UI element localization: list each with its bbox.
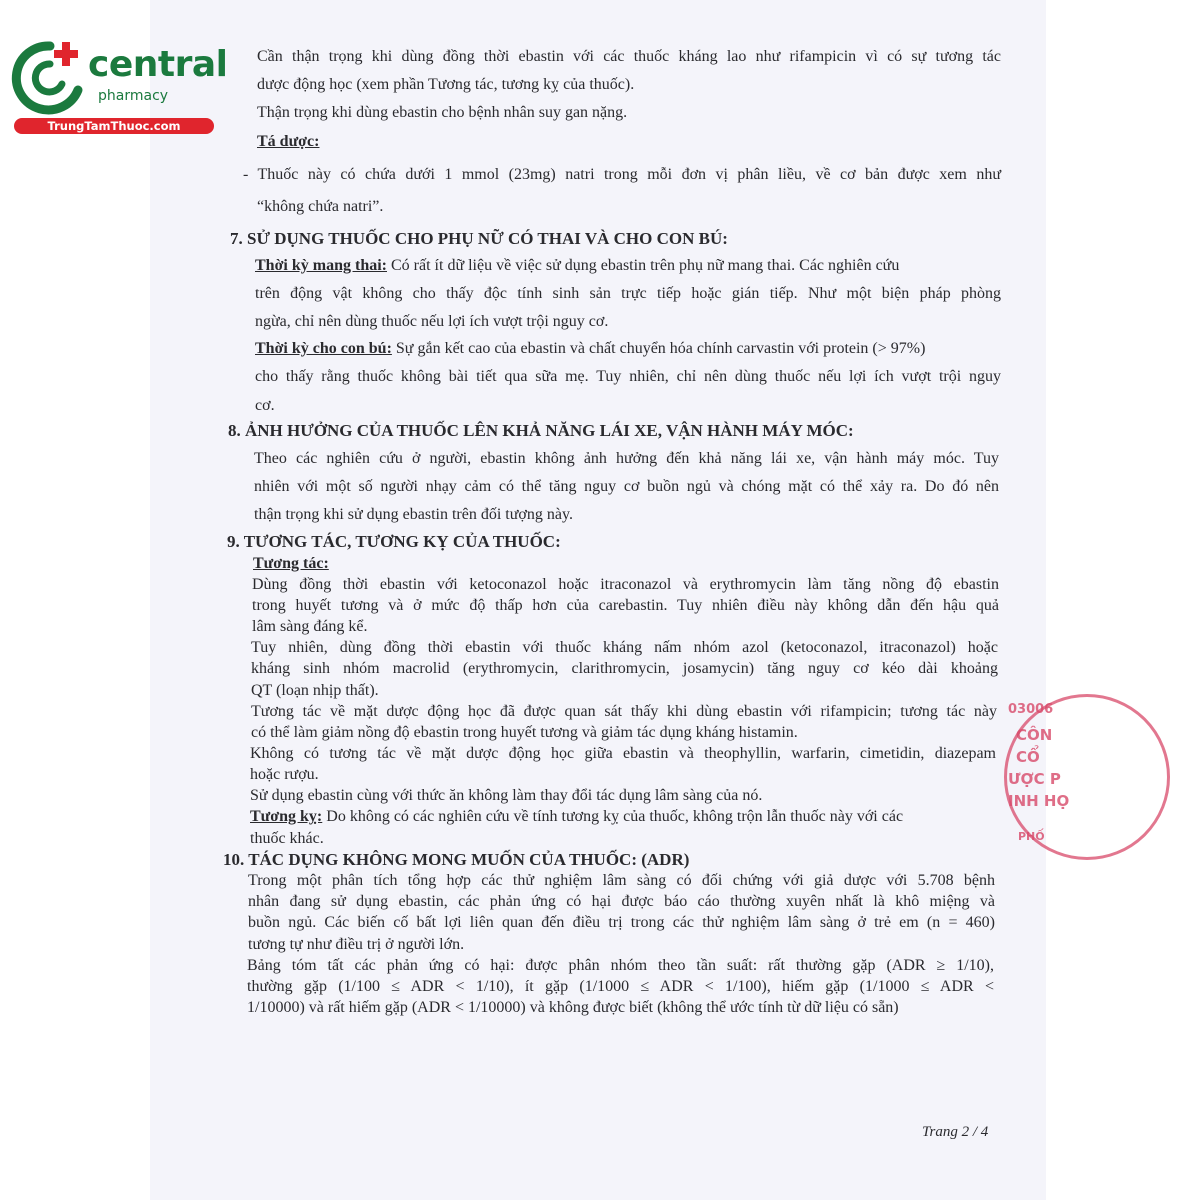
central-pharmacy-logo[interactable] (10, 38, 228, 138)
paragraph-line: buồn ngủ. Các biến cố bất lợi liên quan đến điều trị trong các thử nghiệm lâm sàng ở trẻ em (n = 460) (248, 914, 995, 931)
stamp-text: CÔN (1016, 726, 1053, 744)
paragraph-line: Sử dụng ebastin cùng với thức ăn không làm thay đổi tác dụng lâm sàng của nó. (250, 787, 763, 804)
subheading-excipients: Tá dược: (257, 133, 320, 150)
stamp-text: CỔ (1016, 748, 1040, 766)
paragraph-line: QT (loạn nhịp thất). (251, 682, 379, 699)
logo-name: central (88, 44, 228, 85)
stamp-text: INH HỌ (1008, 792, 1070, 810)
paragraph-line: Dùng đồng thời ebastin với ketoconazol hoặc itraconazol và erythromycin làm tăng nồng độ ebastin (252, 576, 999, 593)
stamp-text: PHỐ (1018, 830, 1045, 843)
stamp-text: ƯỢC P (1008, 770, 1061, 788)
paragraph-line: trong huyết tương và ở mức độ thấp hơn của carebastin. Tuy nhiên điều này không dẫn đến hậu quả (252, 597, 999, 614)
paragraph-line: trên động vật không cho thấy độc tính sinh sản trực tiếp hoặc gián tiếp. Như một biện pháp phòng (255, 285, 1001, 302)
subheading-pregnancy-line (255, 256, 899, 276)
paragraph-text: Do không có các nghiên cứu về tính tương kỵ của thuốc, không trộn lẫn thuốc này với các (322, 808, 904, 825)
subheading-breastfeeding-line (255, 339, 925, 359)
logo-url-badge[interactable]: TrungTamThuoc.com (14, 118, 214, 134)
paragraph-line: cho thấy rằng thuốc không bài tiết qua sữa mẹ. Tuy nhiên, chỉ nên dùng thuốc nếu lợi ích vượt trội nguy (255, 368, 1001, 385)
subheading-pregnancy: Thời kỳ mang thai: (255, 257, 387, 274)
paragraph-line: Cần thận trọng khi dùng đồng thời ebastin với các thuốc kháng lao như rifampicin vì có sự tương tác (257, 48, 1001, 65)
company-seal-stamp (1004, 694, 1070, 860)
subheading-incompatibilities: Tương kỵ: (250, 808, 323, 825)
paragraph-line: thường gặp (1/100 ≤ ADR < 1/10), ít gặp (1/1000 ≤ ADR < 1/100), hiếm gặp (1/1000 ≤ ADR < (247, 978, 994, 995)
section-heading-8: 8. ẢNH HƯỞNG CỦA THUỐC LÊN KHẢ NĂNG LÁI XE, VẬN HÀNH MÁY MÓC: (228, 421, 854, 440)
paragraph-line: 1/10000) và rất hiếm gặp (ADR < 1/10000) và không được biết (không thể ước tính từ dữ liệu có sẵn) (247, 999, 899, 1016)
paragraph-line: “không chứa natri”. (257, 198, 384, 215)
paragraph-line: Bảng tóm tất các phản ứng có hại: được phân nhóm theo tần suất: rất thường gặp (ADR ≥ 1/10), (247, 957, 994, 974)
paragraph-line: Tương tác về mặt dược động học đã được quan sát thấy khi dùng ebastin với rifampicin; tương tác này (251, 703, 997, 720)
paragraph-line: hoặc rượu. (250, 766, 319, 783)
subheading-breastfeeding: Thời kỳ cho con bú: (255, 340, 392, 357)
paragraph-line: dược động học (xem phần Tương tác, tương kỵ của thuốc). (257, 76, 635, 93)
paragraph-line: Thận trọng khi dùng ebastin cho bệnh nhân suy gan nặng. (257, 104, 628, 121)
paragraph-line: cơ. (255, 397, 275, 414)
page-number: Trang 2 / 4 (922, 1124, 989, 1140)
paragraph-text: Sự gắn kết cao của ebastin và chất chuyển hóa chính carvastin với protein (> 97%) (391, 340, 926, 357)
paragraph-line: kháng sinh nhóm macrolid (erythromycin, clarithromycin, josamycin) tăng nguy cơ kéo dài khoảng (251, 660, 998, 677)
paragraph-line: Tuy nhiên, dùng đồng thời ebastin với thuốc kháng nấm nhóm azol (ketoconazol, itraconazol) hoặc (251, 639, 998, 656)
paragraph-line: thận trọng khi sử dụng ebastin trên đối tượng này. (254, 506, 573, 523)
paragraph-line: lâm sàng đáng kể. (252, 618, 368, 635)
paragraph-text: Có rất ít dữ liệu về việc sử dụng ebastin trên phụ nữ mang thai. Các nghiên cứu (387, 257, 900, 274)
subheading-incompatibilities-line (250, 807, 903, 827)
paragraph-line: tương tự như điều trị ở người lớn. (248, 936, 465, 953)
paragraph-line: Trong một phân tích tổng hợp các thử nghiệm lâm sàng có đối chứng với giả dược với 5.708 bệnh (248, 872, 995, 889)
section-heading-9: 9. TƯƠNG TÁC, TƯƠNG KỴ CỦA THUỐC: (227, 532, 561, 551)
paragraph-line: Không có tương tác về mặt dược động học giữa ebastin và theophyllin, warfarin, cimetidin, diazepam (250, 745, 996, 762)
section-heading-10: 10. TÁC DỤNG KHÔNG MONG MUỐN CỦA THUỐC: (ADR) (223, 850, 690, 869)
paragraph-line: nhiên với một số người nhạy cảm có thể tăng nguy cơ buồn ngủ và chóng mặt có thể xảy ra. Do đó nên (254, 478, 999, 495)
stamp-text: 03006 (1008, 702, 1054, 717)
paragraph-line: ngừa, chỉ nên dùng thuốc nếu lợi ích vượt trội nguy cơ. (255, 313, 609, 330)
pharmacy-cross-logo-icon (10, 38, 90, 118)
paragraph-line: nhân đang sử dụng ebastin, các phản ứng có hại được báo cáo thường xuyên nhất là khô miệng và (248, 893, 995, 910)
paragraph-line: có thể làm giảm nồng độ ebastin trong huyết tương và giảm tác dụng kháng histamin. (251, 724, 798, 741)
subheading-interactions: Tương tác: (253, 555, 329, 572)
paragraph-line: thuốc khác. (250, 830, 324, 847)
paragraph-line: - Thuốc này có chứa dưới 1 mmol (23mg) natri trong mỗi đơn vị phân liều, về cơ bản được xem như (243, 166, 1001, 183)
logo-subtitle: pharmacy (98, 88, 169, 104)
section-heading-7: 7. SỬ DỤNG THUỐC CHO PHỤ NỮ CÓ THAI VÀ CHO CON BÚ: (230, 229, 728, 248)
paragraph-line: Theo các nghiên cứu ở người, ebastin không ảnh hưởng đến khả năng lái xe, vận hành máy móc. Tuy (254, 450, 999, 467)
